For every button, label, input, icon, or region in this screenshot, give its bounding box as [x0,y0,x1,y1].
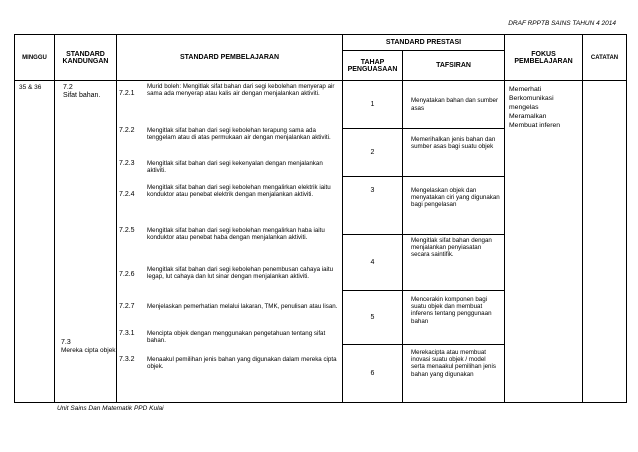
tahap-1: 1 [343,81,403,129]
sp-item-7-2-2: 7.2.2 Mengitlak sifat bahan dari segi kebolehan terapung sama ada tenggelam atau di atas permukaan air dengan menjalankan aktiviti. [119,127,331,142]
fokus-item: Memerhati [509,86,542,93]
header-minggu: MINGGU [15,35,55,81]
sp-item-7-3-2: 7.3.2 Menaakul pemilihan jenis bahan yang digunakan dalam mereka cipta objek. [119,356,337,371]
fokus-item: mengelas [509,104,539,111]
rpptb-table [14,34,627,403]
tahap-2: 2 [343,129,403,177]
header-standard-kandungan: STANDARD KANDUNGAN [55,35,117,81]
tahap-4: 4 [343,235,403,291]
sk-cell [55,81,117,403]
document-header-note: DRAF RPPTB SAINS TAHUN 4 2014 [508,20,616,27]
tafsiran-4: Mengitlak sifat bahan dengan menjalankan penyiasatan secara saintifik. [403,235,505,291]
sp-item-7-2-1: 7.2.1 Murid boleh: Mengitlak sifat bahan dari segi kebolehan menyerap air sama ada menyerap atau kalis air dengan menjalankan aktiviti. [119,83,335,98]
header-fokus-pembelajaran: FOKUS PEMBELAJARAN [505,35,583,81]
fokus-cell [505,81,583,403]
sp-item-7-2-5: 7.2.5 Mengitlak sifat bahan dari segi kebolehan mengalirkan haba iaitu konduktor atau penebat haba dengan menjalankan aktiviti. [119,227,325,242]
header-standard-pembelajaran: STANDARD PEMBELAJARAN [117,35,343,81]
document-footer: Unit Sains Dan Matematik PPD Kulai [57,405,164,412]
sp-cell [117,81,343,403]
fokus-list [505,81,582,134]
header-catatan: CATATAN [583,35,627,81]
tahap-5: 5 [343,291,403,345]
catatan-cell [583,81,627,403]
fokus-item: Membuat inferen [509,122,561,129]
header-tahap-penguasaan: TAHAP PENGUASAAN [343,51,403,81]
header-tafsiran: TAFSIRAN [403,51,505,81]
tafsiran-3: Mengelaskan objek dan menyatakan ciri yang digunakan bagi pengelasan [403,177,505,235]
sp-item-7-3-1: 7.3.1 Mencipta objek dengan menggunakan pengetahuan tentang sifat bahan. [119,330,326,345]
minggu-value: 35 & 36 [19,84,42,91]
minggu-cell [15,81,55,403]
fokus-item: Meramalkan [509,113,547,120]
sp-item-7-2-7: 7.2.7 Menjelaskan pemerhatian melalui lakaran, TMK, penulisan atau lisan. [119,303,338,310]
tafsiran-6: Merekacipta atau membuat inovasi suatu objek / model serta menaakul pemilihan jenis bahan yang digunakan [403,345,505,403]
tafsiran-1: Menyatakan bahan dan sumber asas [403,81,505,129]
sk-item-7-3: 7.3 Mereka cipta objek [61,339,116,354]
sp-item-7-2-6: 7.2.6 Mengitlak sifat bahan dari segi kebolehan penembusan cahaya iaitu legap, lut cahaya dan lut sinar dengan menjalankan aktiviti. [119,266,334,281]
tafsiran-2: Memerihalkan jenis bahan dan sumber asas bagi suatu objek [403,129,505,177]
sk-item-7-2: 7.2 Sifat bahan. [63,84,101,99]
sp-item-7-2-4: 7.2.4 Mengitlak sifat bahan dari segi kebolehan mengalirkan elektrik iaitu konduktor atau penebat elektrik dengan menjalankan aktiviti. [119,184,331,199]
tahap-6: 6 [343,345,403,403]
tahap-3: 3 [343,177,403,235]
fokus-item: Berkomunikasi [509,95,554,102]
header-standard-prestasi: STANDARD PRESTASI [343,35,505,51]
tafsiran-5: Mencerakin komponen bagi suatu objek dan membuat inferens tentang penggunaan bahan [403,291,505,345]
sp-item-7-2-3: 7.2.3 Mengitlak sifat bahan dari segi kekenyalan dengan menjalankan aktiviti. [119,160,323,175]
